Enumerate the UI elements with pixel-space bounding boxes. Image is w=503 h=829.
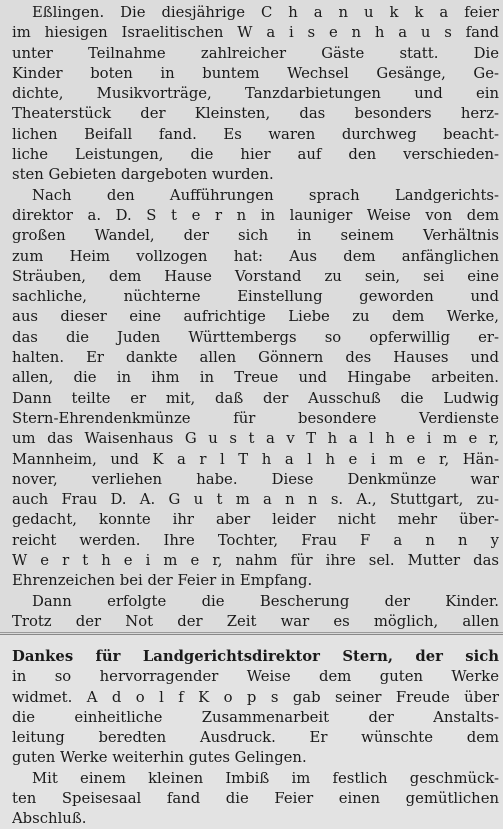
text-line: um das Waisenhaus G u s t a v T h a l h e i m e r, [12, 430, 499, 448]
text-line: sten Gebieten dargeboten wurden. [12, 166, 274, 184]
text-line: Ehrenzeichen bei der Feier in Empfang. [12, 572, 313, 590]
text-line [12, 632, 499, 633]
text-line: unter Teilnahme zahlreicher Gäste statt. Die [12, 44, 499, 62]
text-line: Dann erfolgte die Bescherung der Kinder. [32, 592, 499, 610]
text-line: Trotz der Not der Zeit war es möglich, allen [12, 612, 499, 630]
text-line: gedacht, konnte ihr aber leider nicht mehr über- [12, 511, 499, 529]
text-line: W e r t h e i m e r, nahm für ihre sel. Mutter das [12, 552, 499, 570]
text-line: das die Juden Württembergs so opferwillig er- [12, 328, 499, 346]
text-line: Eßlingen. Die diesjährige C h a n u k k a feier [32, 4, 499, 21]
text-line: reicht werden. Ihre Tochter, Frau F a n n y [12, 531, 499, 549]
text-line: dichte, Musikvorträge, Tanzdarbietungen und ein [12, 85, 499, 103]
text-line: Kinder boten in buntem Wechsel Gesänge, Ge- [12, 64, 499, 82]
text-line: Dankes für Landgerichtsdirektor Stern, der sich [12, 648, 499, 665]
text-line: allen, die in ihm in Treue und Hingabe arbeiten. [12, 369, 499, 387]
text-line: Abschluß. [12, 810, 87, 828]
text-line: direktor a. D. S t e r n in launiger Weise von dem [12, 206, 499, 224]
text-line: sachliche, nüchterne Einstellung geworden und [12, 288, 499, 306]
text-line: zum Heim vollzogen hat: Aus dem anfänglichen [12, 247, 499, 265]
text-line: lichen Beifall fand. Es waren durchweg beacht- [12, 125, 499, 143]
text-line: halten. Er dankte allen Gönnern des Hauses und [12, 349, 499, 367]
article-block-bottom [0, 634, 503, 829]
text-line: Nach den Aufführungen sprach Landgerichts- [32, 186, 499, 204]
text-line: ten Speisesaal fand die Feier einen gemütlichen [12, 790, 499, 808]
text-line: nover, verliehen habe. Diese Denkmünze war [12, 470, 499, 488]
text-line: guten Werke weiterhin gutes Gelingen. [12, 749, 307, 767]
text-line: Mit einem kleinen Imbiß im festlich geschmück- [32, 769, 499, 787]
text-line: Mannheim, und K a r l T h a l h e i m e r, Hän- [12, 450, 499, 468]
text-line: liche Leistungen, die hier auf den verschieden- [12, 146, 499, 164]
text-line: Theaterstück der Kleinsten, das besonders herz- [12, 105, 499, 123]
text-line: im hiesigen Israelitischen W a i s e n h a u s fand [12, 24, 499, 42]
text-line: aus dieser eine aufrichtige Liebe zu dem Werke, [12, 308, 499, 326]
text-line: auch Frau D. A. G u t m a n n s. A., Stuttgart, zu- [12, 491, 499, 509]
text-line: in so hervorragender Weise dem guten Werke [12, 668, 499, 686]
text-line: leitung beredten Ausdruck. Er wünschte dem [12, 729, 499, 747]
article-text-column [12, 3, 499, 633]
article-text-column-continued [12, 647, 499, 829]
text-line: Sträuben, dem Hause Vorstand zu sein, sei eine [12, 267, 499, 285]
text-line: die einheitliche Zusammenarbeit der Anstalts- [12, 708, 499, 726]
text-line: Dann teilte er mit, daß der Ausschuß die Ludwig [12, 389, 499, 407]
text-line: widmet. A d o l f K o p s gab seiner Freude über [12, 688, 499, 706]
text-line: großen Wandel, der sich in seinem Verhältnis [12, 227, 499, 245]
text-line: Stern-Ehrendenkmünze für besondere Verdienste [12, 409, 499, 427]
